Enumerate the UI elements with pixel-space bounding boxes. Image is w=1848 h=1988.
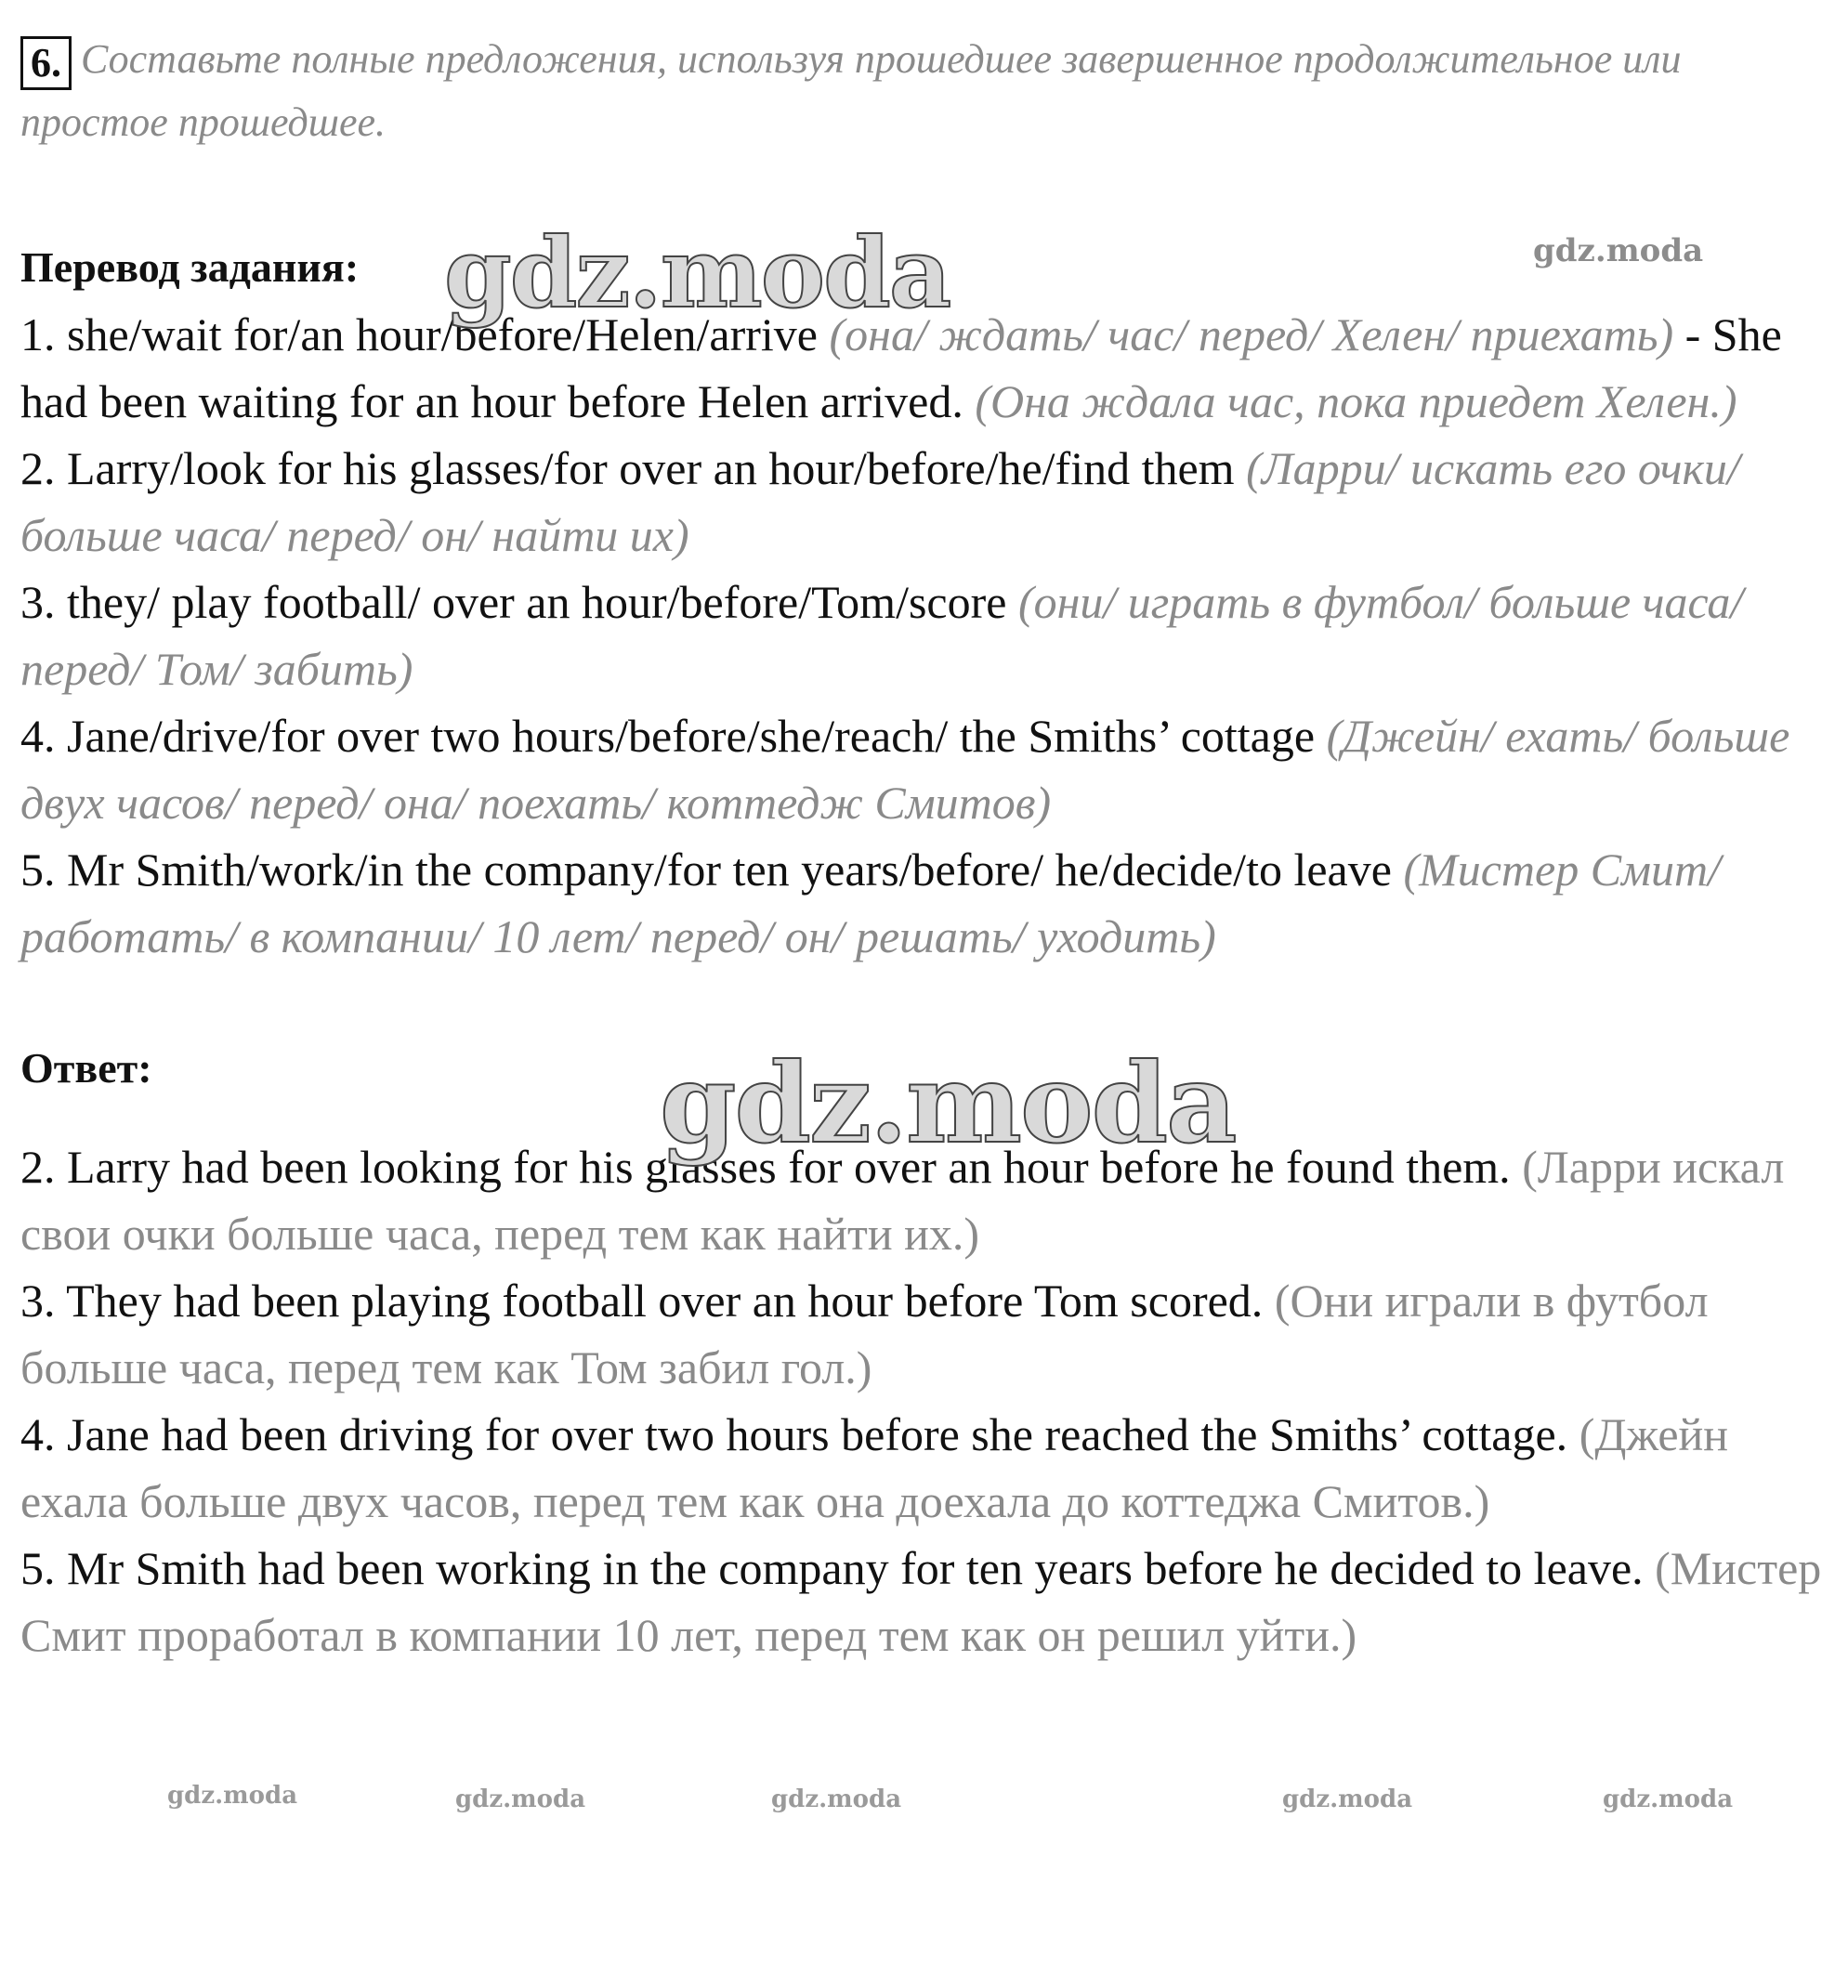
item-russian: (Ларри/ искать его очки/ больше часа/ перед/ он/ найти их) bbox=[20, 442, 1740, 561]
watermark-logo: gdz.moda bbox=[1603, 1785, 1734, 1813]
item-russian: (Джейн/ ехать/ больше двух часов/ перед/ она/ поехать/ коттедж Смитов) bbox=[20, 710, 1790, 829]
answer-english: 4. Jane had been driving for over two hours before she reached the Smiths’ cottage. bbox=[20, 1408, 1568, 1460]
item-english: 5. Mr Smith/work/in the company/for ten years/before/ he/decide/to leave bbox=[20, 844, 1392, 896]
task-header bbox=[20, 28, 1828, 154]
translation-item-5 bbox=[20, 836, 1828, 970]
watermark-logo: gdz.moda bbox=[455, 1785, 586, 1813]
answer-russian: (Ларри искал свои очки больше часа, перед тем как найти их.) bbox=[20, 1141, 1785, 1260]
watermark-logo: gdz.moda bbox=[1282, 1785, 1413, 1813]
translation-item-2 bbox=[20, 435, 1828, 569]
watermark-logo: gdz.moda bbox=[771, 1785, 902, 1813]
answer-title: Ответ: bbox=[20, 1044, 152, 1092]
item-english: 1. she/wait for/an hour/before/Helen/arrive bbox=[20, 308, 818, 360]
translation-item-4 bbox=[20, 702, 1828, 836]
item-english: 2. Larry/look for his glasses/for over an hour/before/he/find them bbox=[20, 442, 1235, 494]
translation-title: Перевод задания: bbox=[20, 243, 360, 291]
watermark-logo: gdz.moda bbox=[1533, 232, 1704, 269]
answer-item-4 bbox=[20, 1401, 1828, 1535]
watermark-logo: gdz.moda bbox=[444, 216, 950, 330]
answer-russian: (Мистер Смит проработал в компании 10 лет, перед тем как он решил уйти.) bbox=[20, 1542, 1822, 1661]
item-russian: (Мистер Смит/ работать/ в компании/ 10 лет/ перед/ он/ решать/ уходить) bbox=[20, 844, 1721, 962]
answer-english: 5. Mr Smith had been working in the company for ten years before he decided to leave. bbox=[20, 1542, 1644, 1594]
item-english: 3. they/ play football/ over an hour/before/Tom/score bbox=[20, 576, 1007, 628]
translation-list bbox=[20, 301, 1828, 970]
watermark-logo: gdz.moda bbox=[167, 1782, 298, 1810]
item-answer-russian: (Она ждала час, пока приедет Хелен.) bbox=[975, 375, 1737, 427]
answer-english: 3. They had been playing football over an hour before Tom scored. bbox=[20, 1275, 1264, 1327]
answer-list bbox=[20, 1133, 1828, 1668]
answer-russian: (Они играли в футбол больше часа, перед тем как Том забил гол.) bbox=[20, 1275, 1709, 1393]
item-russian: (она/ ждать/ час/ перед/ Хелен/ приехать) bbox=[829, 308, 1674, 360]
item-russian: (они/ играть в футбол/ больше часа/ перед/ Том/ забить) bbox=[20, 576, 1744, 695]
watermark-logo: gdz.moda bbox=[660, 1039, 1236, 1168]
task-number: 6. bbox=[20, 36, 72, 90]
answer-russian: (Джейн ехала больше двух часов, перед тем как она доехала до коттеджа Смитов.) bbox=[20, 1408, 1729, 1527]
item-english: 4. Jane/drive/for over two hours/before/she/reach/ the Smiths’ cottage bbox=[20, 710, 1316, 762]
answer-english: 2. Larry had been looking for his glasses for over an hour before he found them. bbox=[20, 1141, 1511, 1193]
task-instruction: Составьте полные предложения, используя прошедшее завершенное продолжительное или простое прошедшее. bbox=[20, 36, 1682, 145]
answer-item-3 bbox=[20, 1267, 1828, 1401]
answer-item-5 bbox=[20, 1535, 1828, 1668]
translation-item-3 bbox=[20, 569, 1828, 702]
item-answer: - She had been waiting for an hour before Helen arrived. bbox=[20, 308, 1782, 427]
